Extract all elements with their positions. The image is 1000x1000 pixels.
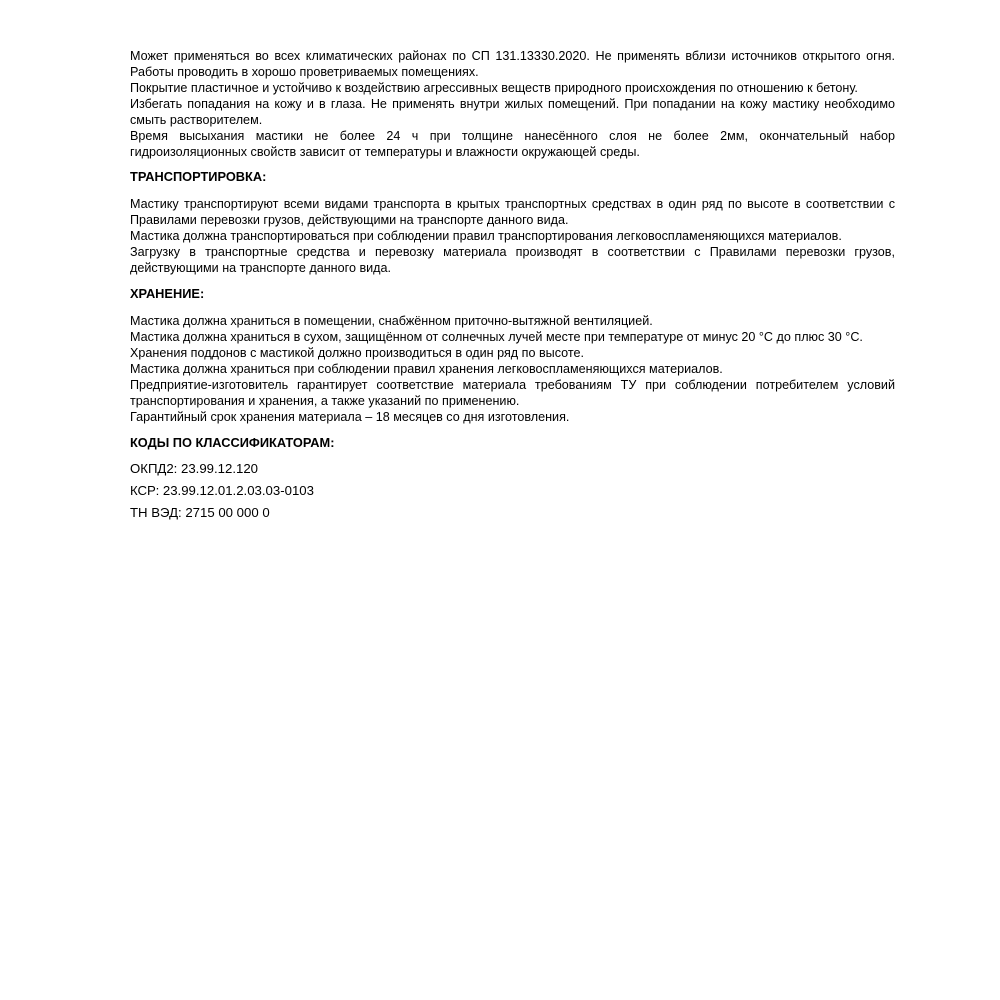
intro-paragraph-2: Покрытие пластичное и устойчиво к воздействию агрессивных веществ природного происхождения по отношению к бетону. <box>130 81 858 95</box>
storage-paragraph-3: Хранения поддонов с мастикой должно производиться в один ряд по высоте. <box>130 346 585 360</box>
code-tn-ved: ТН ВЭД: 2715 00 000 0 <box>130 505 270 520</box>
storage-heading: ХРАНЕНИЕ: <box>130 286 205 301</box>
intro-paragraph-4: Время высыхания мастики не более 24 ч при толщине нанесённого слоя не более 2мм, окончательный набор гидроизоляционных свойств зависит от температуры и влажности окружающей среды. <box>130 129 895 159</box>
codes-section <box>130 461 895 521</box>
transport-paragraph-2: Мастика должна транспортироваться при соблюдении правил транспортирования легковоспламеняющихся материалов. <box>130 229 842 243</box>
transport-paragraph-3: Загрузку в транспортные средства и перевозку материала производят в соответствии с Правилами перевозки грузов, действующими на транспорте данного вида. <box>130 245 895 275</box>
storage-paragraph-6: Гарантийный срок хранения материала – 18 месяцев со дня изготовления. <box>130 410 570 424</box>
code-ksr: КСР: 23.99.12.01.2.03.03-0103 <box>130 483 314 498</box>
code-okpd2: ОКПД2: 23.99.12.120 <box>130 461 259 476</box>
codes-heading: КОДЫ ПО КЛАССИФИКАТОРАМ: <box>130 435 335 450</box>
transport-section <box>130 196 895 276</box>
transport-heading: ТРАНСПОРТИРОВКА: <box>130 169 267 184</box>
intro-paragraph-1: Может применяться во всех климатических районах по СП 131.13330.2020. Не применять вблизи источников открытого огня. Работы проводить в хорошо проветриваемых помещениях. <box>130 49 895 79</box>
storage-paragraph-5: Предприятие-изготовитель гарантирует соответствие материала требованиям ТУ при соблюдении потребителем условий транспортирования и хранения, а также указаний по применению. <box>130 378 895 408</box>
storage-section <box>130 313 895 425</box>
transport-paragraph-1: Мастику транспортируют всеми видами транспорта в крытых транспортных средствах в один ряд по высоте в соответствии с Правилами перевозки грузов, действующими на транспорте данного вида. <box>130 197 895 227</box>
intro-paragraph-3: Избегать попадания на кожу и в глаза. Не применять внутри жилых помещений. При попадании на кожу мастику необходимо смыть растворителем. <box>130 97 895 127</box>
intro-section <box>130 48 895 160</box>
document-page <box>130 48 895 527</box>
storage-paragraph-4: Мастика должна храниться при соблюдении правил хранения легковоспламеняющихся материалов. <box>130 362 723 376</box>
storage-paragraph-1: Мастика должна храниться в помещении, снабжённом приточно-вытяжной вентиляцией. <box>130 314 653 328</box>
storage-paragraph-2: Мастика должна храниться в сухом, защищённом от солнечных лучей месте при температуре от минус 20 °С до плюс 30 °С. <box>130 330 863 344</box>
